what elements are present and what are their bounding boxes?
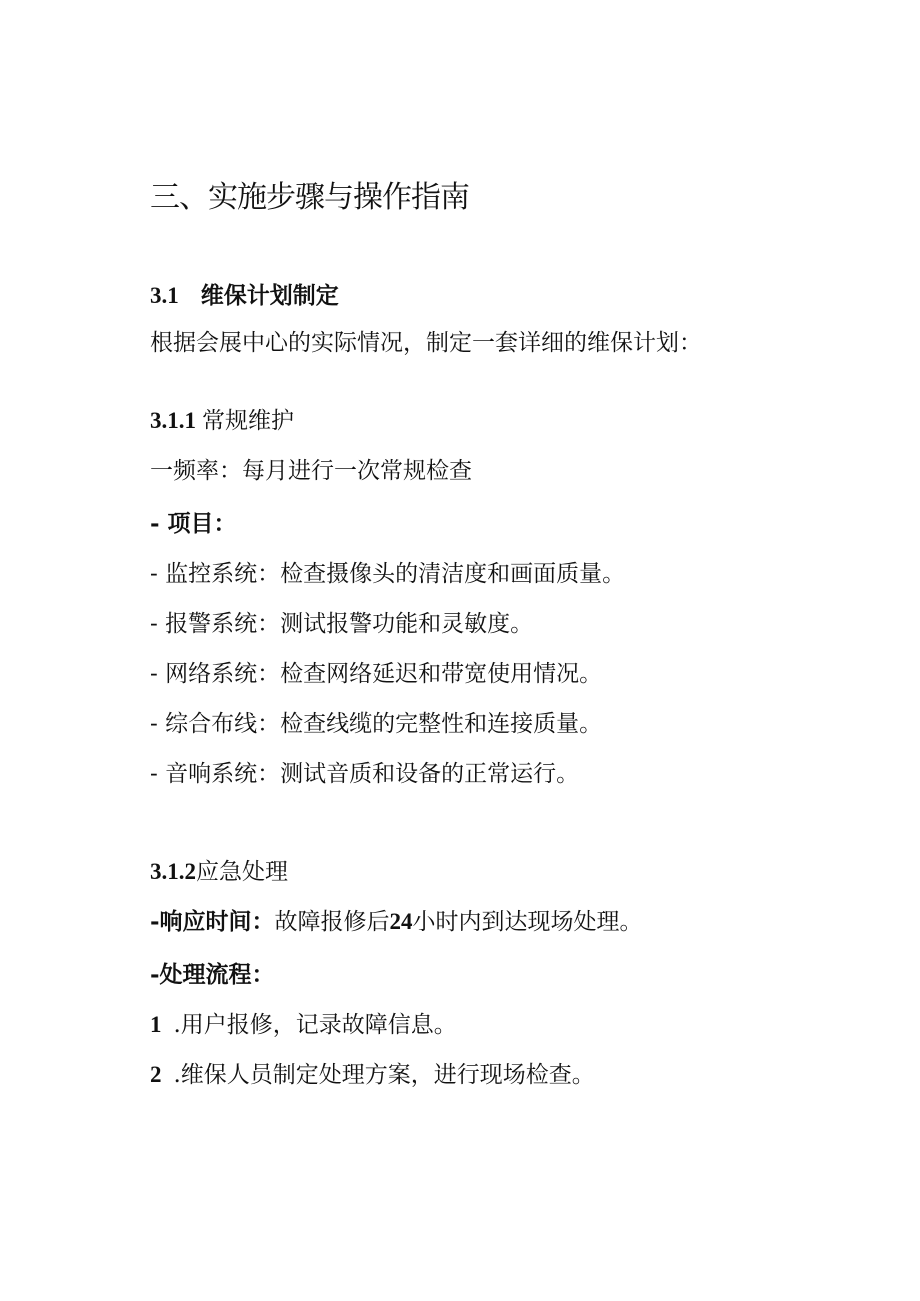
list-item: - 网络系统：检查网络延迟和带宽使用情况。 [150, 661, 603, 687]
step-text: .维保人员制定处理方案，进行现场检查。 [173, 1062, 595, 1088]
heading-text: 常规维护 [202, 408, 294, 434]
step-text: .用户报修，记录故障信息。 [173, 1012, 457, 1038]
intro-paragraph: 根据会展中心的实际情况，制定一套详细的维保计划： [150, 330, 702, 356]
response-label: -响应时间： [150, 908, 275, 935]
response-suffix: 小时内到达现场处理。 [412, 909, 643, 935]
section-title: 三、实施步骤与操作指南 [150, 180, 469, 215]
list-item: - 报警系统：测试报警功能和灵敏度。 [150, 611, 534, 637]
list-item [150, 1010, 457, 1040]
items-label: - 项目： [150, 510, 237, 537]
process-label: -处理流程： [150, 961, 275, 988]
list-item: - 音响系统：测试音质和设备的正常运行。 [150, 761, 580, 787]
response-time-line [150, 907, 643, 937]
heading-3-1 [150, 281, 339, 311]
heading-3-1-2 [150, 857, 288, 887]
heading-number: 3.1 [150, 283, 179, 308]
heading-text: 应急处理 [196, 859, 288, 885]
step-number: 2 [150, 1062, 162, 1087]
response-hours: 24 [389, 909, 413, 934]
step-number: 1 [150, 1012, 162, 1037]
response-prefix: 故障报修后 [274, 909, 390, 935]
heading-number: 3.1.1 [150, 408, 196, 433]
heading-3-1-1 [150, 406, 294, 436]
list-item: - 监控系统：检查摄像头的清洁度和画面质量。 [150, 561, 626, 587]
frequency-line: 一频率：每月进行一次常规检查 [150, 458, 472, 484]
list-item: - 综合布线：检查线缆的完整性和连接质量。 [150, 711, 603, 737]
list-item [150, 1060, 595, 1090]
heading-text: 维保计划制定 [200, 282, 339, 309]
heading-number: 3.1.2 [150, 859, 196, 884]
